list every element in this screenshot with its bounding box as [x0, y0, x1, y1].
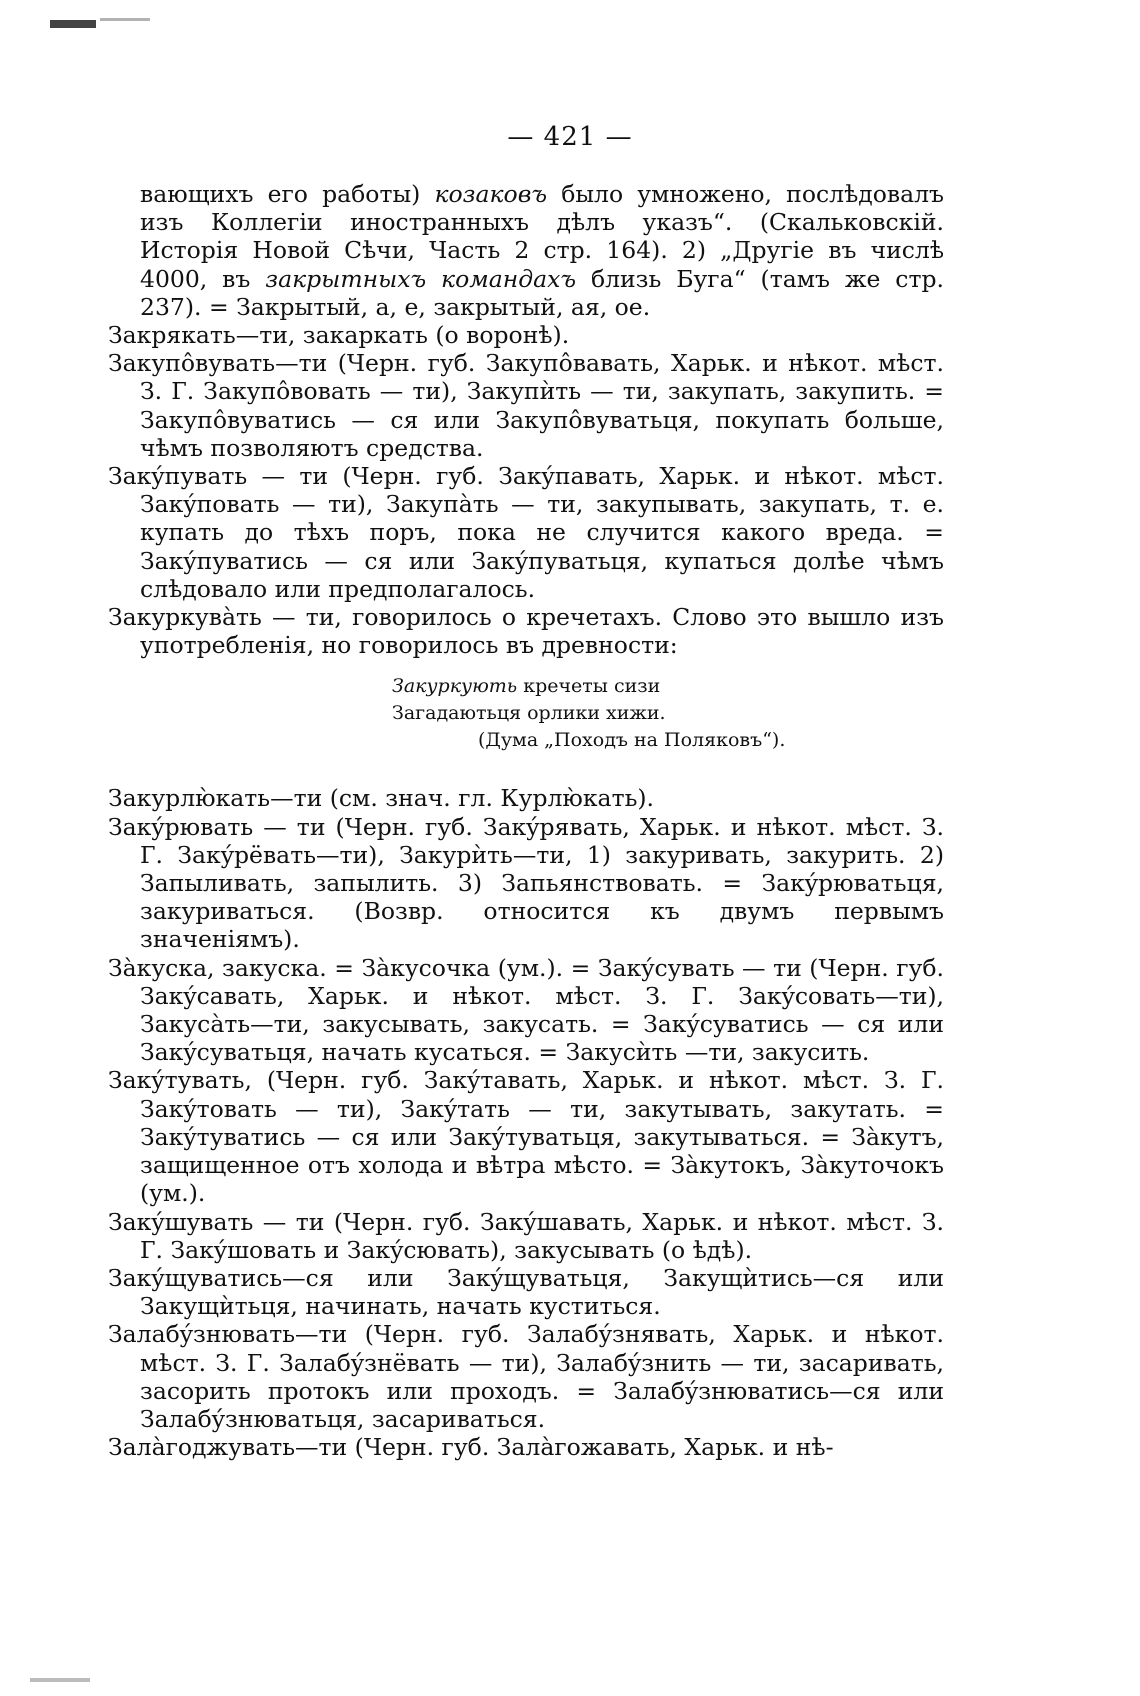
dictionary-text — [108, 180, 944, 1461]
scan-smudge-top-left — [50, 20, 96, 28]
entry-text: —ти (Черн. губ. Закупôвавать, Харьк. и нѣкот. мѣст. З. Г. Закупôвовать — ти), Закупѝть — ти, закупать, закупить. = Закупôвуватись — ся или Закупôвуватьця, покупать больше, чѣмъ позволяютъ средства. — [140, 349, 944, 462]
dictionary-entry — [108, 1320, 944, 1433]
entry-text: — ти (Черн. губ. Закýпавать, Харьк. и нѣкот. мѣст. Закýповать — ти), Закупàть — ти, закупывать, закупать, т. е. купать до тѣхъ поръ, пока не случится какого вреда. = Закýпуватись — ся или Закýпуватьця, купаться долѣе чѣмъ слѣдовало или предполагалось. — [140, 462, 944, 603]
dictionary-entry — [108, 1264, 944, 1320]
page-number: — 421 — — [507, 122, 633, 152]
entry-headword: Залабýзнювать — [108, 1320, 295, 1349]
entry-text: — ти (Черн. губ. Закýшавать, Харьк. и нѣкот. мѣст. З. Г. Закýшовать и Закýсювать), закусывать (о ѣдѣ). — [140, 1207, 944, 1264]
entry-headword: Закýшувать — [108, 1207, 254, 1236]
poem-line: Закуркують кречеты сизи — [392, 675, 661, 698]
scan-smudge-bottom-left — [30, 1678, 90, 1682]
dictionary-entry — [108, 321, 944, 349]
entry-headword: Закурлю̀кать — [108, 784, 271, 813]
dictionary-entry — [108, 1433, 944, 1461]
entry-headword: Закупôвувать — [108, 349, 276, 378]
entry-headword: Зàкуска — [108, 953, 208, 982]
dictionary-entry — [108, 1066, 944, 1207]
entry-headword: Закуркувàть — [108, 603, 262, 632]
dictionary-entry — [108, 462, 944, 603]
entry-text: — ти, говорилось о кречетахъ. Слово это вышло изъ употребленія, но говорилось въ древности: — [140, 603, 944, 660]
continued-paragraph: вающихъ его работы) козаковъ было умножено, послѣдовалъ изъ Коллегіи иностранныхъ дѣлъ указъ“. (Скальковскій. Исторія Новой Сѣчи, Часть 2 стр. 164). 2) „Другіе въ числѣ 4000, въ закрытныхъ командахъ близь Буга“ (тамъ же стр. 237). = Закрытый, а, е, закрытый, ая, ое. — [140, 180, 944, 321]
poem-quote — [392, 673, 944, 754]
entry-headword: Закрякать — [108, 321, 236, 350]
spacer — [108, 659, 944, 673]
poem-source: (Дума „Походъ на Поляковъ“). — [478, 729, 786, 752]
dictionary-entry — [108, 603, 944, 659]
entry-headword: Закýрювать — [108, 812, 254, 841]
entry-text: —ся или Закýщуватьця, Закущѝтись—ся или Закущѝтьця, начинать, начать куститься. — [140, 1263, 944, 1321]
entry-text: — ти (Черн. губ. Закýрявать, Харьк. и нѣкот. мѣст. З. Г. Закýрёвать—ти), Закурѝть—ти, 1) закуривать, закурить. 2) Запыливать, запылить. 3) Запьянствовать. = Закýрюватьця, закуриваться. (Возвр. относится къ двумъ первымъ значеніямъ). — [140, 812, 944, 954]
entry-text: —ти, закаркать (о воронѣ). — [235, 321, 570, 350]
dictionary-entry — [108, 813, 944, 954]
dictionary-entry — [108, 784, 944, 812]
dictionary-entry — [108, 954, 944, 1067]
entry-text: —ти (Черн. губ. Залàгожавать, Харьк. и нѣ- — [295, 1433, 834, 1462]
entry-text: , закуска. = Зàкусочка (ум.). = Закýсувать — ти (Черн. губ. Закýсавать, Харьк. и нѣкот. мѣст. З. Г. Закýсовать—ти), Закусàть—ти, закусывать, закусать. = Закýсуватись — ся или Закýсуватьця, начать кусаться. = Закусѝть —ти, закусить. — [140, 953, 944, 1067]
entry-text: , (Черн. губ. Закýтавать, Харьк. и нѣкот. мѣст. З. Г. Закýтовать — ти), Закýтать — ти, закутывать, закутать. = Закýтуватись — ся или Закýтуватьця, закутываться. = Зàкутъ, защищенное отъ холода и вѣтра мѣсто. = Зàкутокъ, Зàкуточокъ (ум.). — [140, 1066, 944, 1208]
italic-term: козаковъ — [434, 180, 548, 208]
italic-term: закрытныхъ командахъ — [265, 264, 577, 293]
scan-smudge-top-left-trail — [100, 18, 150, 21]
poem-line: Загадаютьця орлики хижи. — [392, 702, 666, 725]
entry-headword: Залàгоджувать — [108, 1433, 296, 1462]
entry-headword: Закýпувать — [108, 462, 248, 491]
dictionary-entry — [108, 349, 944, 462]
entry-headword: Закýщуватись — [108, 1263, 283, 1292]
spacer — [108, 754, 944, 784]
entry-text: —ти (см. знач. гл. Курлю̀кать). — [270, 784, 654, 813]
entry-text: —ти (Черн. губ. Залабýзнявать, Харьк. и нѣкот. мѣст. З. Г. Залабýзнёвать — ти), Залабýзнить — ти, засаривать, засорить протокъ или проходъ. = Залабýзнюватись—ся или Залабýзнюватьця, засариваться. — [140, 1320, 944, 1433]
entry-headword: Закýтувать — [108, 1066, 245, 1095]
dictionary-entry — [108, 1208, 944, 1264]
